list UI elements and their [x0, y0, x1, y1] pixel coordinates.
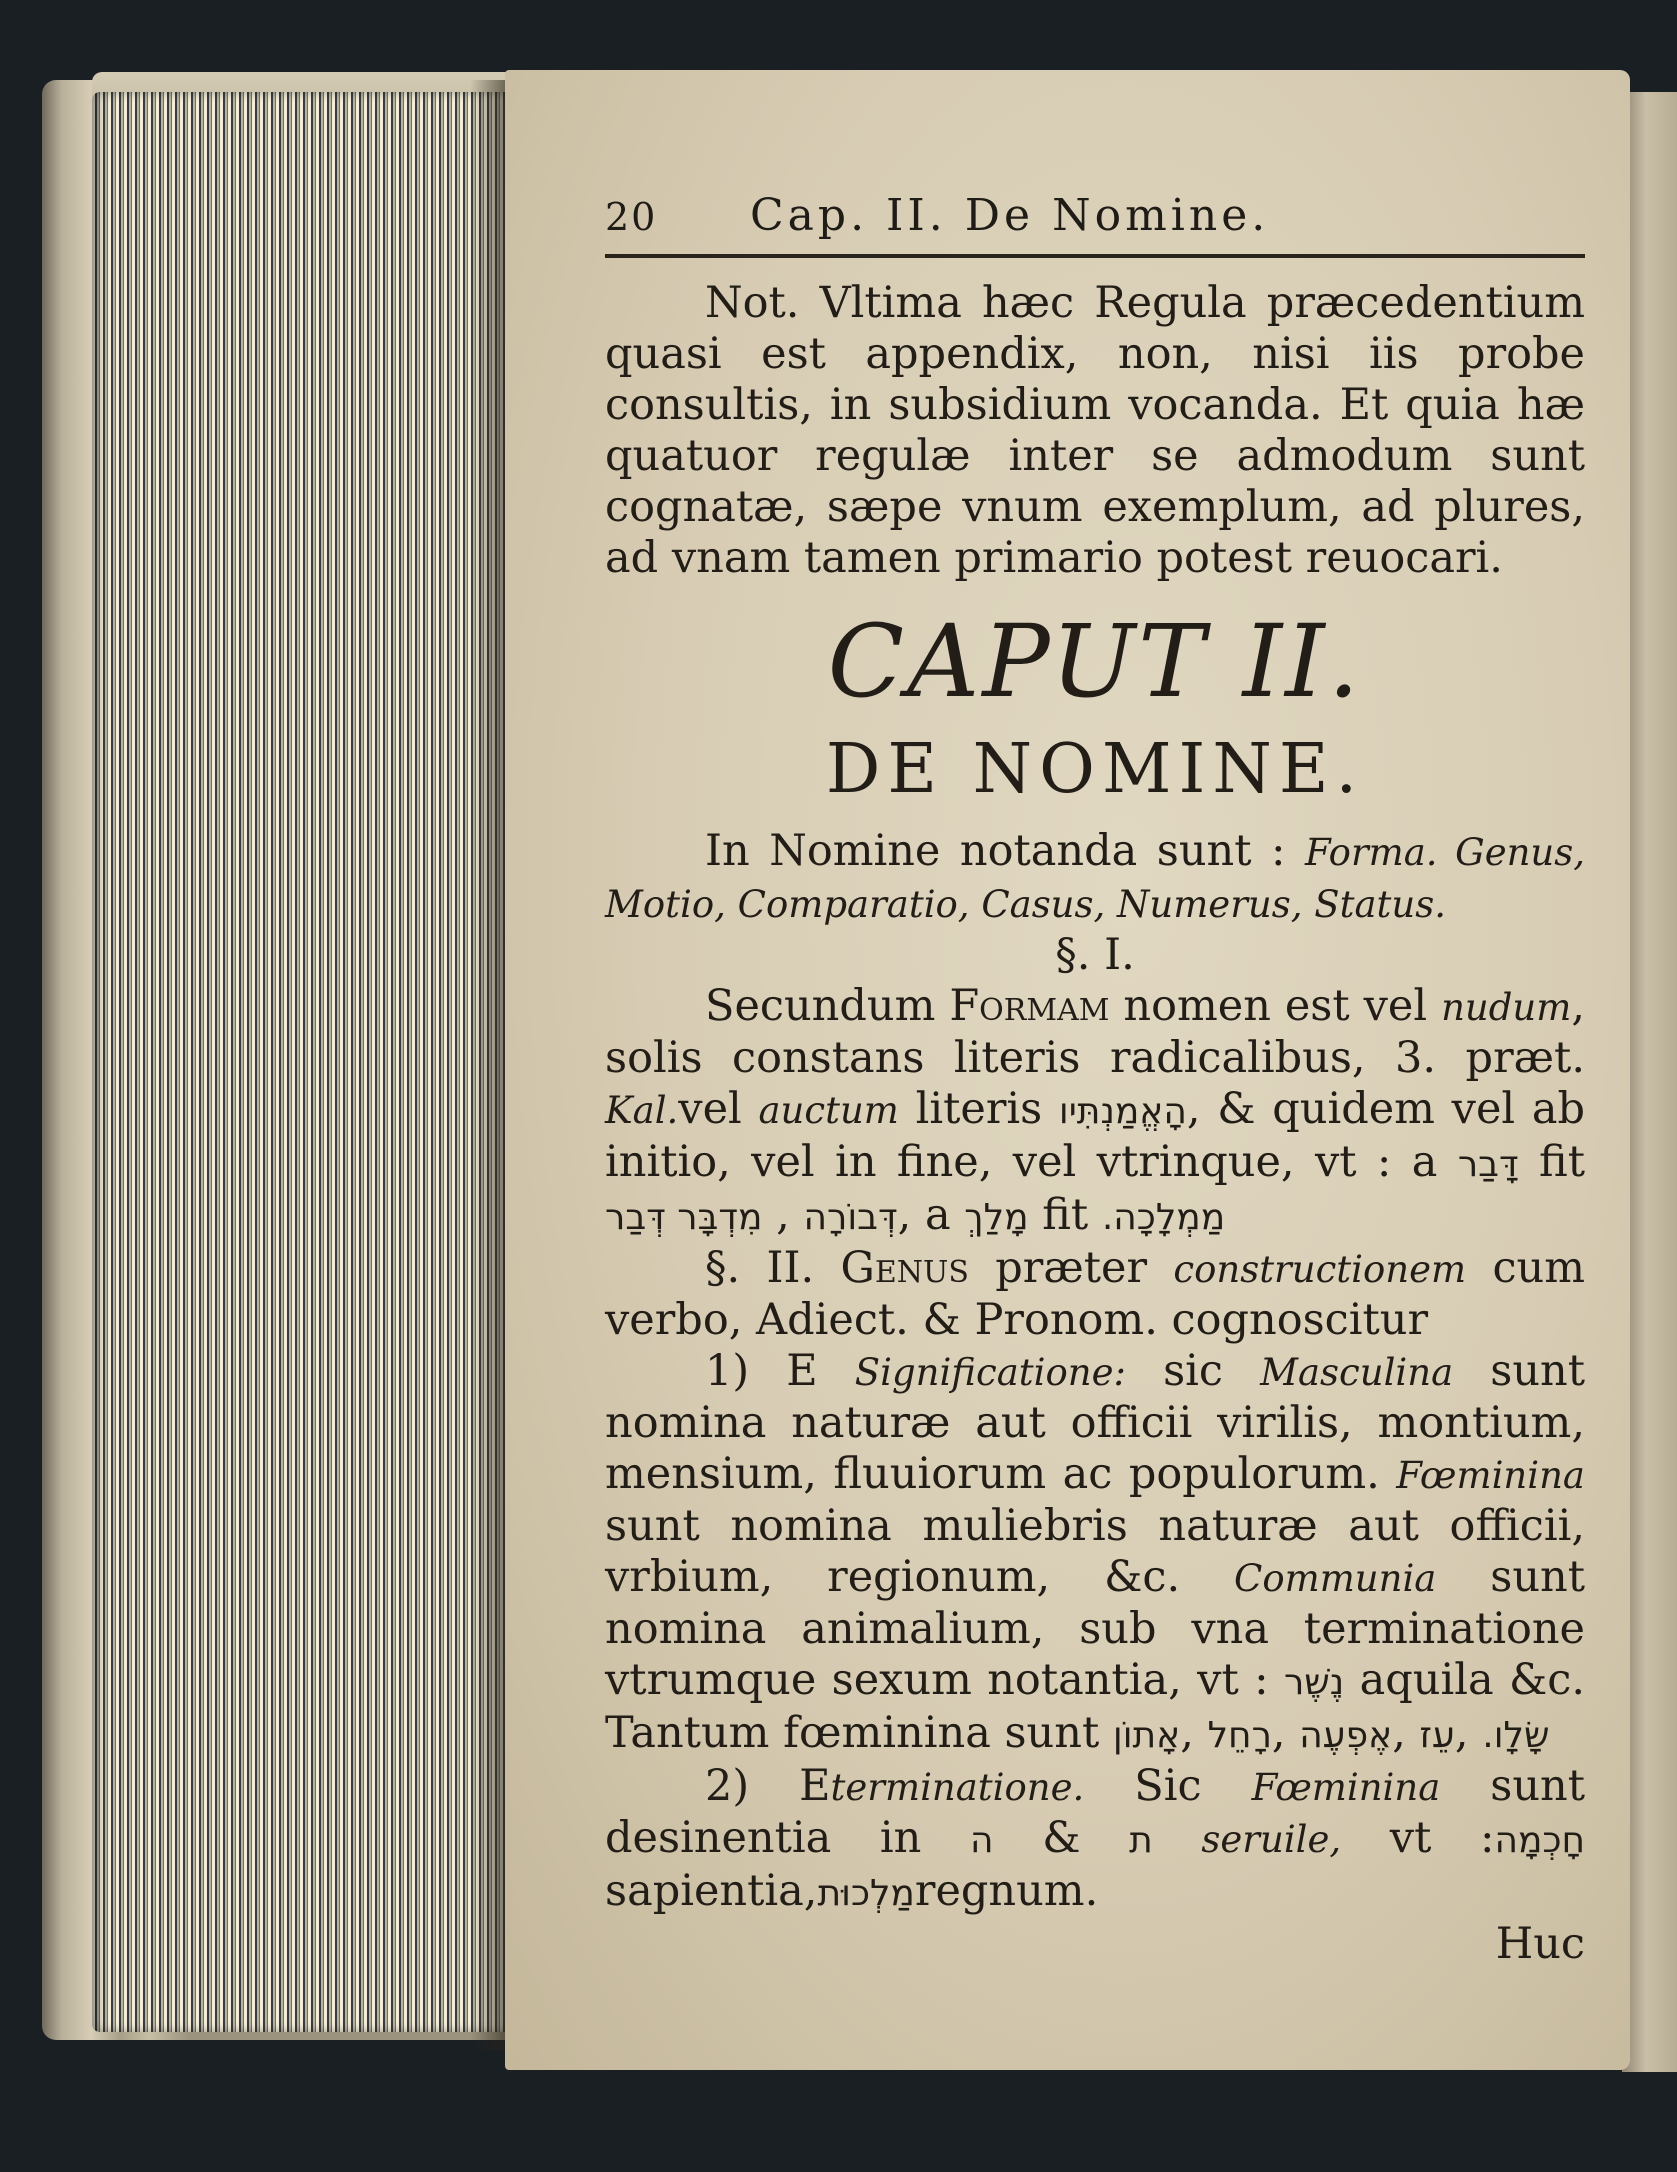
hebrew-word: נֶשֶׁר: [1283, 1662, 1345, 1703]
text-run: præter: [995, 1243, 1148, 1293]
term-terminatione: terminatione.: [830, 1766, 1085, 1809]
text-run: cum verbo, Adiect. & Pronom. cognoscitur: [605, 1243, 1586, 1345]
item-number: 2): [705, 1761, 750, 1811]
running-title: Cap. II. De Nomine.: [750, 190, 1270, 241]
term-constructionem: constructionem: [1173, 1248, 1467, 1291]
text-run: nomen est vel: [1123, 981, 1428, 1031]
section2-paragraph: [605, 1243, 1585, 1346]
term-genus: Genus: [840, 1243, 969, 1293]
item-number: 1): [705, 1346, 750, 1396]
hebrew-word: מַמְלָכָה.: [1101, 1197, 1226, 1238]
body-text: [605, 278, 1585, 1970]
page-edges-left: [92, 92, 512, 2032]
page-number: 20: [605, 195, 658, 239]
text-run: &: [1042, 1813, 1081, 1863]
term-communia: Communia: [1234, 1557, 1437, 1600]
text-run: Secundum: [705, 981, 936, 1031]
text-run: E: [786, 1346, 818, 1396]
text-run: aquila &c. Tantum fœminina sunt: [605, 1655, 1585, 1758]
page-content: [605, 190, 1586, 1969]
hebrew-word: אָתוֹן: [1112, 1715, 1181, 1756]
term-seruile: seruile,: [1201, 1818, 1342, 1861]
term-kal: Kal.: [605, 1089, 679, 1132]
hebrew-word: דְּבוֹרָה: [803, 1197, 898, 1238]
chapter-title: CAPUT II.: [827, 603, 1363, 720]
text-run: , a: [897, 1190, 951, 1240]
intro-lead: In Nomine notanda sunt :: [705, 826, 1286, 876]
term-nudum: nudum: [1441, 986, 1572, 1029]
text-run: sunt nomina animalium, sub vna terminatione vtrumque sexum notantia, vt :: [605, 1552, 1586, 1705]
text-run: sapientia,: [605, 1866, 818, 1916]
catchword: Huc: [1495, 1919, 1585, 1969]
text-run: vel: [678, 1084, 742, 1134]
section-mark-2: §. II.: [705, 1243, 815, 1293]
text-run: sunt nomina naturæ aut officii virilis, montium, mensium, fluuiorum ac populorum.: [605, 1346, 1586, 1499]
hebrew-word: אֶפְעֶה: [1299, 1715, 1393, 1756]
term-significatione: Significatione:: [854, 1351, 1126, 1394]
text-run: vt :: [1389, 1813, 1495, 1863]
text-run: Sic: [1134, 1761, 1202, 1811]
text-run: regnum.: [914, 1866, 1099, 1916]
term-foeminina: Fœminina: [1251, 1766, 1441, 1809]
text-run: , solis constans literis radicalibus, 3. præt.: [605, 981, 1585, 1083]
text-run: E: [799, 1761, 831, 1811]
item1-paragraph: 1) E Significatione: sic Masculina sunt nomina naturæ aut officii virilis, montium, mensium, fluuiorum ac populorum. Fœminina sunt nomina muliebris naturæ aut officii, vrbium, regionum, &c. Communia sunt nomina animalium, sub vna terminatione vtrumque sexum notantia, vt : נֶשֶׁר aquila &c. Tantum fœminina sunt אָתוֹן, רָחֵל, אֶפְעֶה, עֵז, שָׂלָו.: [605, 1346, 1586, 1758]
header-rule: [605, 254, 1585, 258]
text-run: fit: [1539, 1137, 1585, 1187]
text-run: ,: [776, 1190, 790, 1240]
term-foeminina: Fœminina: [1396, 1454, 1585, 1497]
text-run: literis: [915, 1084, 1043, 1134]
note-paragraph: Not. Vltima hæc Regula præcedentium quasi est appendix, non, nisi iis probe consultis, in subsidium vocanda. Et quia hæ quatuor regulæ inter se admodum sunt cognatæ, sæpe vnum exemplum, ad plures, ad vnam tamen primario potest reuocari.: [605, 278, 1585, 583]
item2-paragraph: [605, 1761, 1585, 1919]
text-run: sunt nomina muliebris naturæ aut officii, vrbium, regionum, &c.: [605, 1501, 1585, 1602]
hebrew-word: רָחֵל: [1207, 1715, 1272, 1756]
text-run: sunt desinentia in: [605, 1761, 1586, 1863]
hebrew-word: שָׂלָו.: [1482, 1715, 1550, 1756]
term-forma: Formam: [949, 981, 1110, 1031]
next-page-edge: [1622, 92, 1677, 2072]
hebrew-word: מִדְבָּר דְּבַר: [605, 1197, 763, 1238]
text-run: sic: [1163, 1346, 1223, 1396]
section-mark-1: §. I.: [1055, 930, 1135, 980]
intro-topics: Forma. Genus, Motio, Comparatio, Casus, Numerus, Status.: [605, 831, 1585, 926]
hebrew-word: דָּבַר: [1457, 1144, 1519, 1185]
text-run: , & quidem vel ab initio, vel in fine, vel vtrinque, vt : a: [605, 1084, 1585, 1187]
term-auctum: auctum: [758, 1089, 899, 1132]
hebrew-word: הָאֱמַנְתִּיו: [1058, 1091, 1187, 1132]
term-masculina: Masculina: [1260, 1351, 1454, 1394]
hebrew-word: מָלַךְ: [964, 1197, 1029, 1238]
chapter-subtitle: DE NOMINE.: [825, 730, 1365, 809]
hebrew-word: עֵז: [1419, 1715, 1455, 1756]
hebrew-word: מַלְכוּת: [817, 1873, 915, 1914]
hebrew-letter: ת: [1129, 1820, 1153, 1861]
hebrew-letter: ה: [970, 1820, 994, 1861]
intro-paragraph: [605, 826, 1585, 930]
section1-paragraph: [605, 981, 1585, 1243]
page: [505, 70, 1630, 2070]
text-run: fit: [1042, 1190, 1089, 1240]
running-header: [605, 190, 1585, 250]
hebrew-word: חָכְמָה: [1494, 1820, 1586, 1861]
